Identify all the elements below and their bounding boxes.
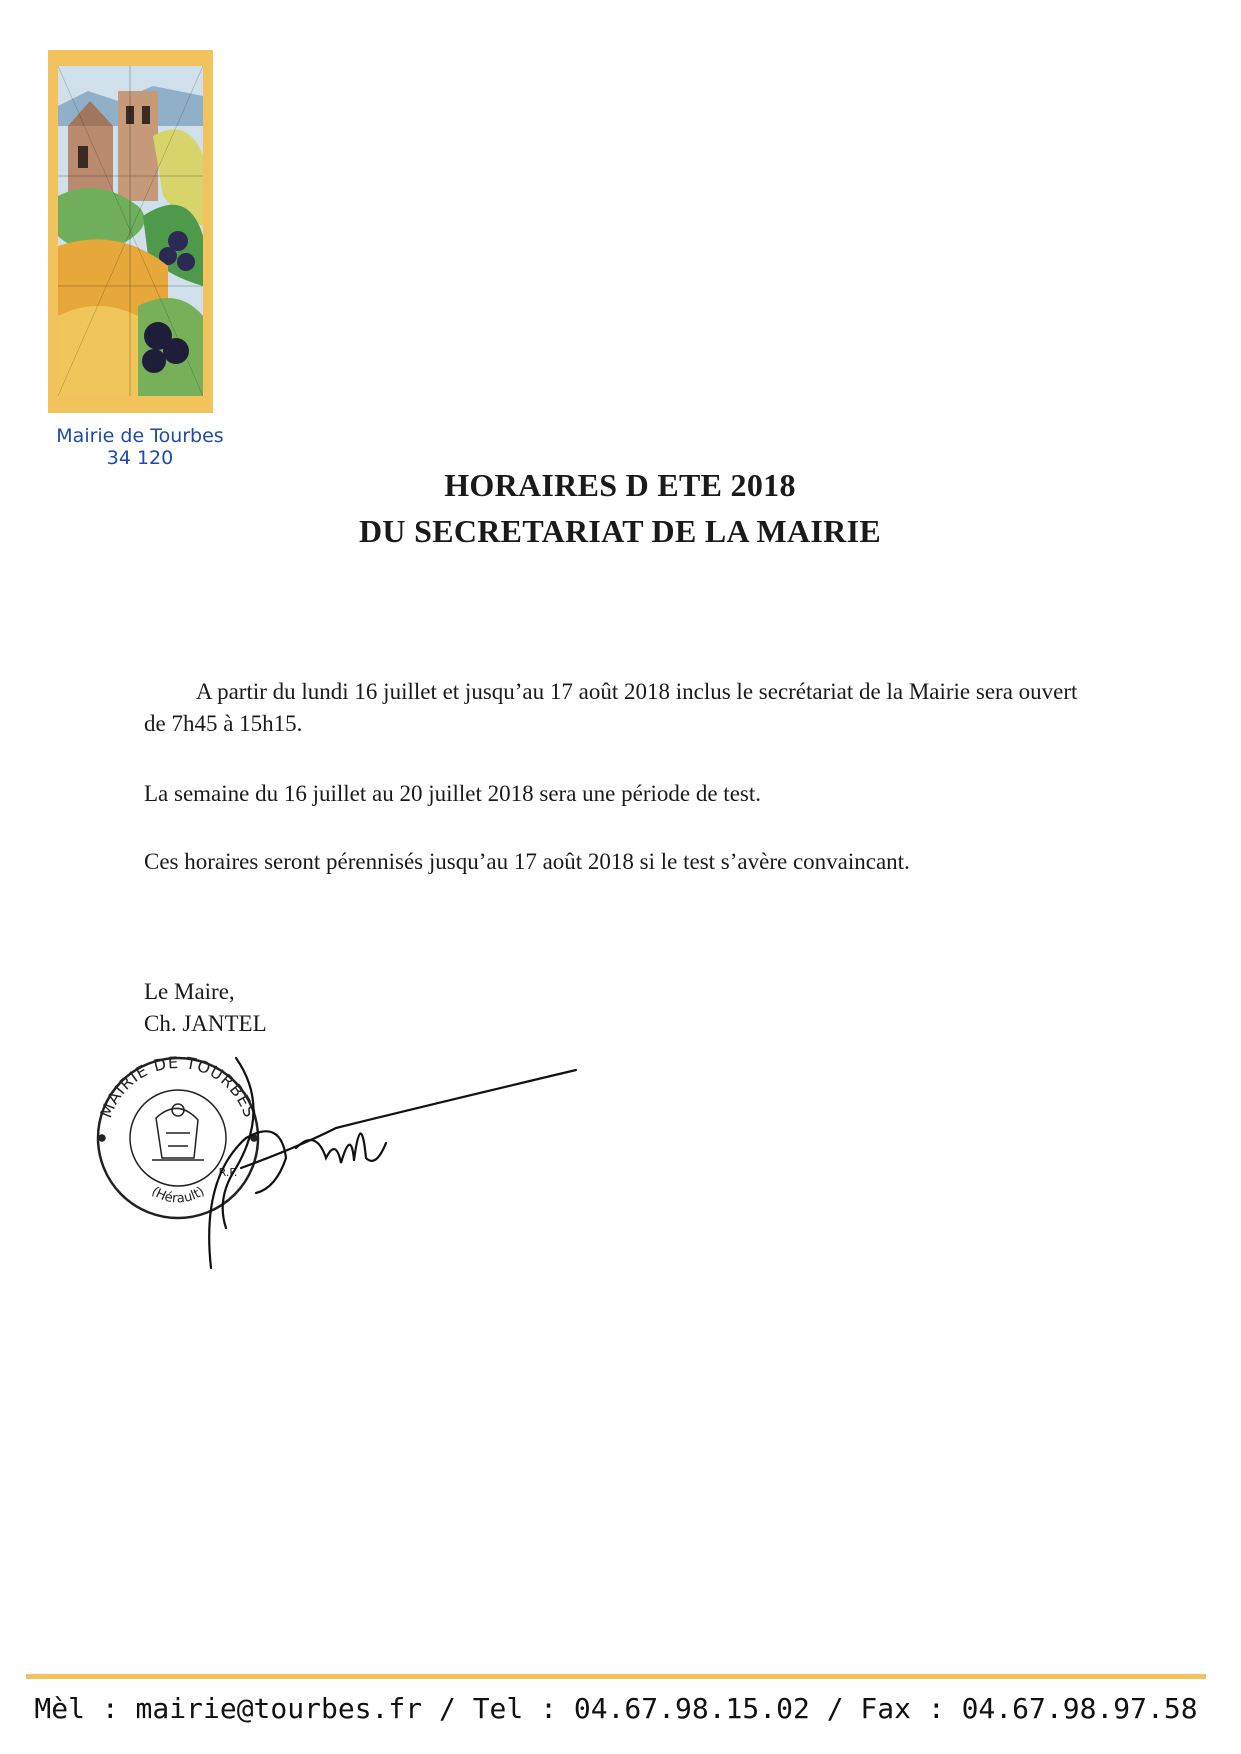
stamp-top-text: MAIRIE DE TOURBES	[96, 1052, 260, 1121]
title-line-1: HORAIRES D ETE 2018	[444, 467, 796, 503]
stamp-center-text: R.F.	[218, 1166, 238, 1179]
paragraph-opening-hours: A partir du lundi 16 juillet et jusqu’au 17 août 2018 inclus le secrétariat de la Mairie sera ouvert de 7h45 à 15h15.	[144, 679, 1078, 736]
stained-glass-image	[58, 66, 203, 396]
paragraph-test-period: La semaine du 16 juillet au 20 juillet 2018 sera une période de test.	[144, 781, 761, 806]
footer-divider	[26, 1674, 1206, 1679]
signatory-name: Ch. JANTEL	[144, 1011, 267, 1036]
signature-block	[144, 976, 267, 1040]
page-title	[200, 462, 1040, 554]
stamp-bottom-text: (Hérault)	[148, 1184, 208, 1207]
signatory-role: Le Maire,	[144, 979, 235, 1004]
title-line-2: DU SECRETARIAT DE LA MAIRIE	[359, 513, 881, 549]
paragraph-continuation: Ces horaires seront pérennisés jusqu’au 17 août 2018 si le test s’avère convaincant.	[144, 849, 910, 874]
handwritten-signature	[209, 1058, 576, 1268]
logo-name: Mairie de Tourbes	[56, 425, 224, 447]
svg-text:(Hérault)	[149, 1184, 208, 1206]
official-stamp	[86, 1048, 646, 1278]
svg-text:MAIRIE DE TOURBES	[96, 1053, 259, 1121]
footer-contact: Mèl : mairie@tourbes.fr / Tel : 04.67.98.15.02 / Fax : 04.67.98.97.58	[34, 1692, 1198, 1725]
logo	[48, 50, 213, 413]
postal-code: 34 120	[106, 447, 174, 469]
